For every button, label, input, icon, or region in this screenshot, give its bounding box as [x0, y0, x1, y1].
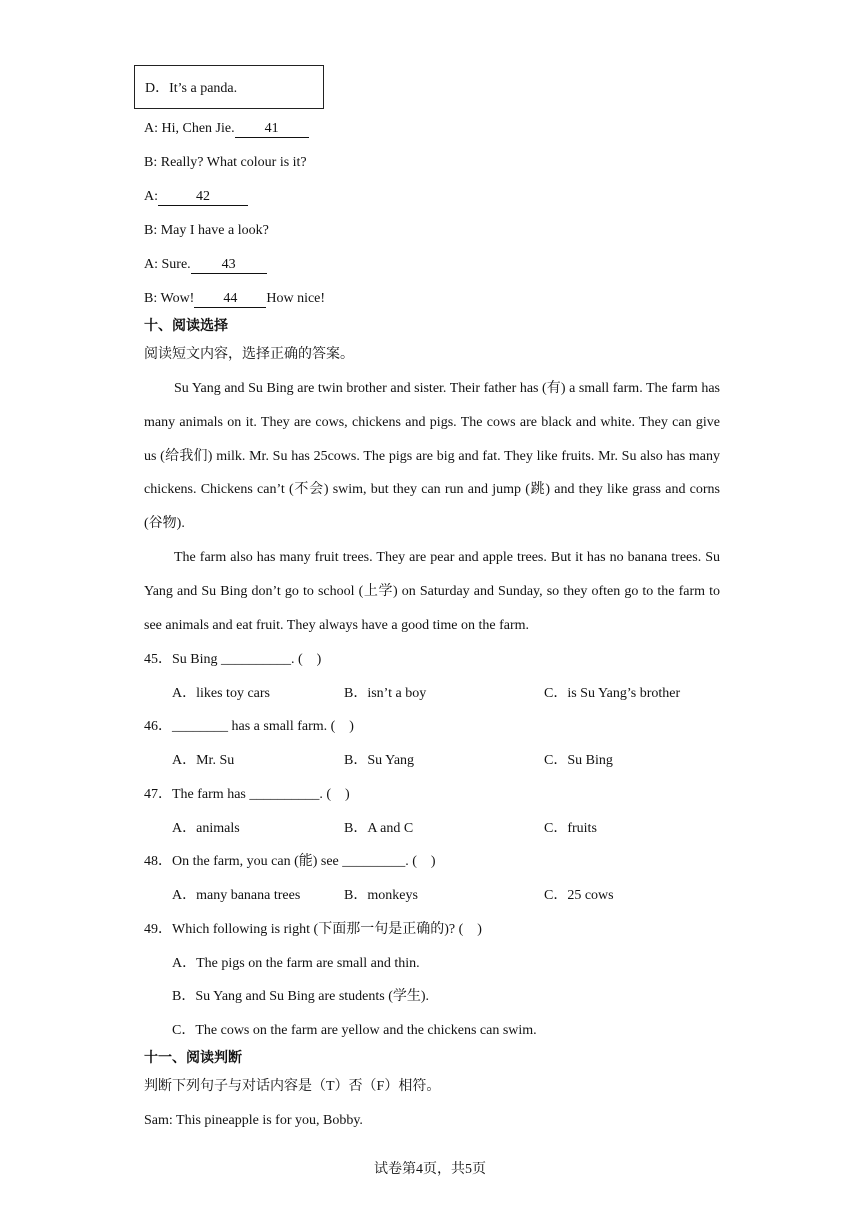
question-46-stem: 46．________ has a small farm. ( )	[144, 719, 354, 734]
question-49-option-c[interactable]: C．The cows on the farm are yellow and the chickens can swim.	[172, 1023, 537, 1038]
dialogue-text: A:	[144, 189, 158, 204]
answer-blank-43[interactable]: 43	[191, 257, 267, 274]
question-45-option-a[interactable]: A．likes toy cars	[172, 686, 270, 701]
dialogue-line-43	[144, 256, 267, 274]
question-47-option-c[interactable]: C．fruits	[544, 821, 597, 836]
question-45-option-c[interactable]: C．is Su Yang’s brother	[544, 686, 681, 701]
section-10-title: 十、阅读选择	[144, 319, 228, 334]
answer-blank-42[interactable]: 42	[158, 189, 248, 206]
dialogue-line-2	[144, 154, 307, 172]
question-48-option-b[interactable]: B．monkeys	[344, 888, 418, 903]
dialogue-line-4	[144, 222, 269, 240]
dialogue-text: B: Wow!	[144, 291, 195, 306]
question-48-option-c[interactable]: C．25 cows	[544, 888, 614, 903]
question-48-option-a[interactable]: A．many banana trees	[172, 888, 301, 903]
section-11-title: 十一、阅读判断	[144, 1051, 242, 1066]
question-49-option-b[interactable]: B．Su Yang and Su Bing are students (学生).	[172, 989, 430, 1004]
question-46-option-a[interactable]: A．Mr. Su	[172, 753, 235, 768]
answer-blank-44[interactable]: 44	[194, 291, 266, 308]
dialogue-text: B: May I have a look?	[144, 223, 269, 238]
question-47-option-b[interactable]: B．A and C	[344, 821, 414, 836]
question-48-stem: 48．On the farm, you can (能) see _________. ( )	[144, 854, 436, 869]
question-49-option-a[interactable]: A．The pigs on the farm are small and thin.	[172, 956, 420, 971]
dialogue-text: A: Sure.	[144, 257, 191, 272]
option-d-box	[134, 65, 324, 109]
section-11-dialogue-line: Sam: This pineapple is for you, Bobby.	[144, 1113, 363, 1128]
dialogue-text: How nice!	[266, 291, 326, 306]
reading-paragraph-1: Su Yang and Su Bing are twin brother and sister. Their father has (有) a small farm. The farm has many animals on it. They are cows, chickens and pigs. The cows are black and white. They can give us (给我们) milk. Mr. Su has 25cows. The pigs are big and fat. They like fruits. Mr. Su also has many chickens. Chickens can’t (不会) swim, but they can run and jump (跳) and they like grass and corns (谷物).	[144, 381, 720, 532]
page-footer: 试卷第4页，共5页	[374, 1162, 486, 1177]
question-49-stem: 49．Which following is right (下面那一句是正确的)? ( )	[144, 922, 482, 937]
question-46-option-b[interactable]: B．Su Yang	[344, 753, 415, 768]
reading-paragraph-2: The farm also has many fruit trees. They are pear and apple trees. But it has no banana trees. Su Yang and Su Bing don’t go to school (上学) on Saturday and Sunday, so they often go to the farm to see animals and eat fruit. They always have a good time on the farm.	[144, 550, 720, 633]
answer-blank-41[interactable]: 41	[235, 121, 309, 138]
question-47-stem: 47．The farm has __________. ( )	[144, 787, 350, 802]
question-45-stem: 45．Su Bing __________. ( )	[144, 652, 322, 667]
dialogue-text: A: Hi, Chen Jie.	[144, 121, 235, 136]
question-46-option-c[interactable]: C．Su Bing	[544, 753, 613, 768]
section-10-instruction: 阅读短文内容，选择正确的答案。	[144, 347, 354, 362]
dialogue-line-42	[144, 188, 248, 206]
question-47-option-a[interactable]: A．animals	[172, 821, 240, 836]
dialogue-line-44	[144, 290, 325, 308]
section-11-instruction: 判断下列句子与对话内容是（T）否（F）相符。	[144, 1079, 441, 1094]
dialogue-text: B: Really? What colour is it?	[144, 155, 307, 170]
question-45-option-b[interactable]: B．isn’t a boy	[344, 686, 427, 701]
option-d-text: D．It’s a panda.	[145, 81, 238, 96]
dialogue-line-41	[144, 120, 309, 138]
